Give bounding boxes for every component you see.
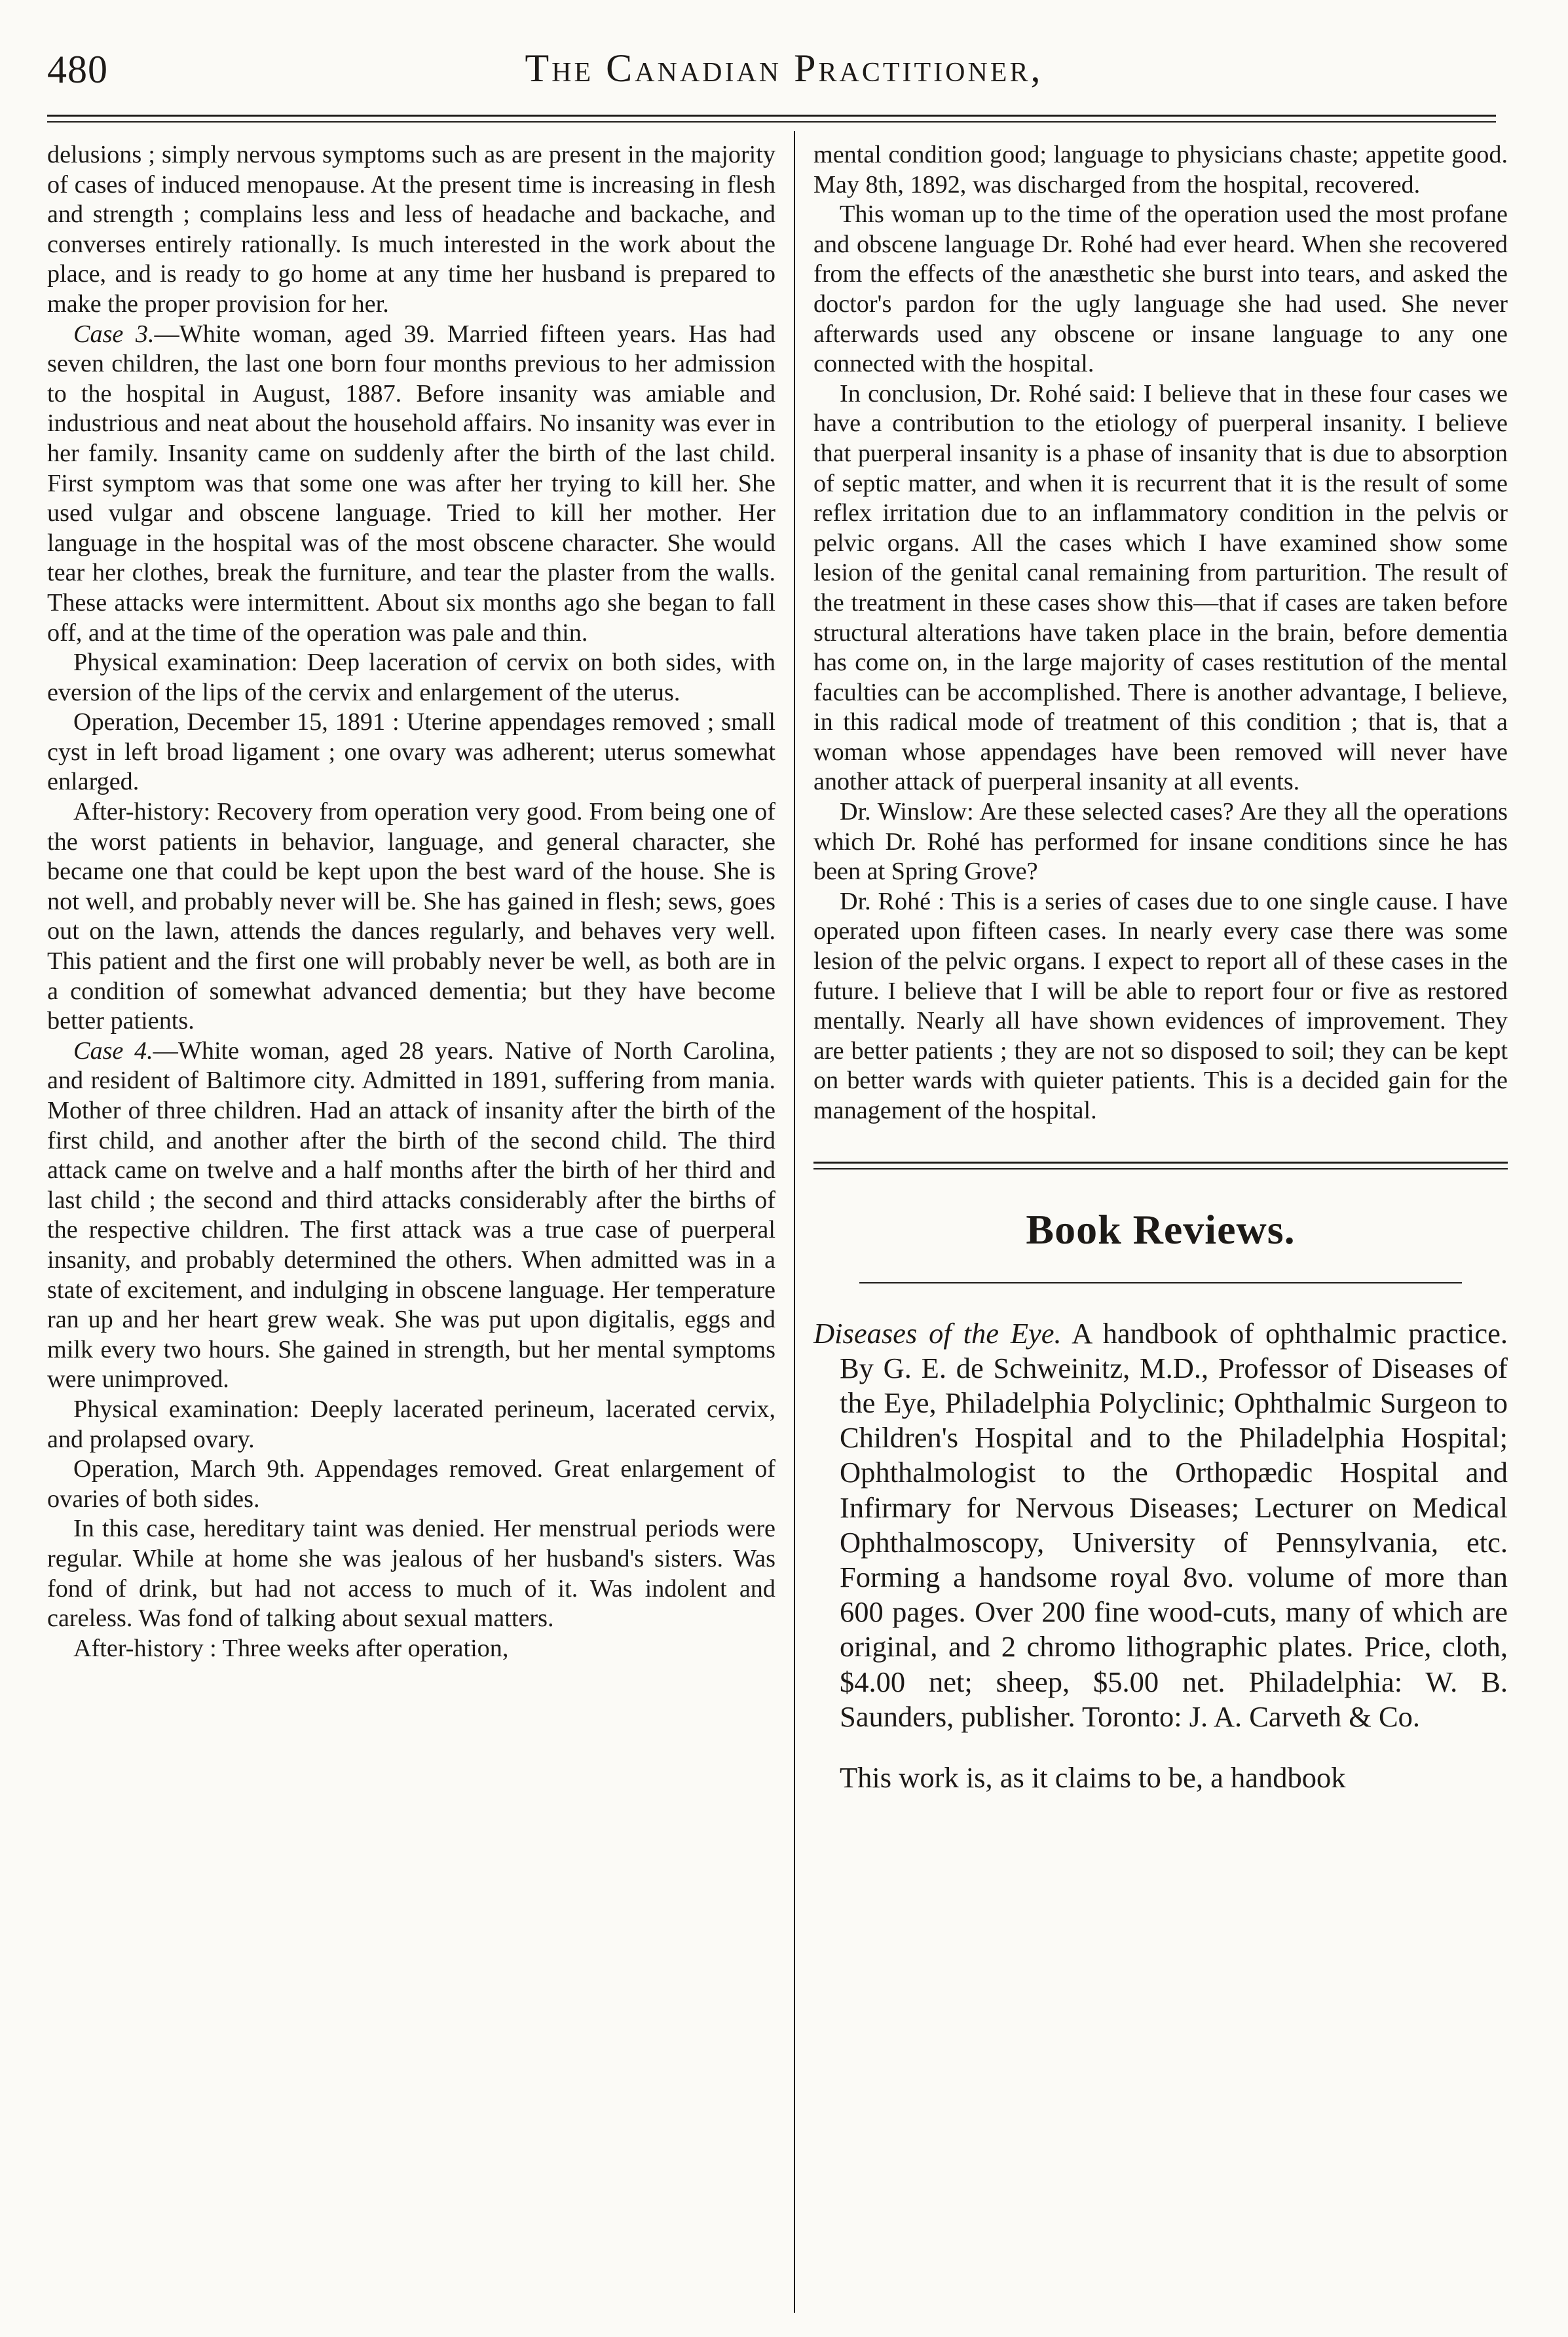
paragraph: mental condition good; language to physicians chaste; appetite good. May 8th, 1892, was discharged from the hospital, recovered.: [813, 141, 1508, 199]
review-continuation: This work is, as it claims to be, a handbook: [840, 1761, 1346, 1795]
case-text: —White woman, aged 39. Married fifteen years. Has had seven children, the last one born four months previous to her admission to the hospital in August, 1887. Before insanity was amiable and industrious and neat about the household affairs. No insanity was ever in her family. Insanity came on suddenly after the birth of the last child. First symptom was that some one was after her trying to kill her. She used vulgar and obscene language. Tried to kill her mother. Her language in the hospital was of the most obscene character. She would tear her clothes, break the furniture, and tear the plaster from the walls. These attacks were intermittent. About six months ago she began to fall off, and at the time of the operation was pale and thin.: [47, 320, 776, 647]
case-label: Case 4.: [73, 1036, 153, 1065]
paragraph: This woman up to the time of the operation used the most profane and obscene language Dr. Rohé had ever heard. When she recovered from the effects of the anæsthetic she burst into tears, and asked the doctor's pardon for the ugly language she had used. She never afterwards used any obscene or insane language to any one connected with the hospital.: [813, 200, 1508, 378]
review-title: Diseases of the Eye.: [813, 1316, 1062, 1350]
left-column: [47, 140, 775, 1663]
case-text: —White woman, aged 28 years. Native of North Carolina, and resident of Baltimore city. Admitted in 1891, suffering from mania. Mother of three children. Had an attack of insanity after the birth of the first child, and another after the birth of the second child. The third attack came on twelve and a half months after the birth of her third and last child ; the second and third attacks considerably after the births of the respective children. The first attack was a true case of puerperal insanity, and probably determined the others. When admitted was in a state of excitement, and indulging in obscene language. Her temperature ran up and her heart grew weak. She was put upon digitalis, eggs and milk every two hours. She gained in strength, but her mental symptoms were unimproved.: [47, 1036, 775, 1394]
paragraph: After-history : Three weeks after operation,: [73, 1634, 509, 1662]
paragraph: After-history: Recovery from operation very good. From being one of the worst patients in behavior, language, and general character, she became one that could be kept upon the best ward of the house. She is not well, and probably never will be. She has gained in flesh; sews, goes out on the lawn, attends the dances regularly, and behaves very well. This patient and the first one will probably never be well, as both are in a condition of somewhat advanced dementia; but they have become better patients.: [47, 798, 775, 1035]
review-entry: [813, 1316, 1508, 1734]
paragraph: Physical examination: Deep laceration of cervix on both sides, with eversion of the lips of the cervix and enlargement of the uterus.: [47, 649, 775, 706]
paragraph: In this case, hereditary taint was denied. Her menstrual periods were regular. While at home she was jealous of her husband's sisters. Was fond of drink, but had not access to much of it. Was indolent and careless. Was fond of talking about sexual matters.: [47, 1515, 775, 1633]
running-head: The Canadian Practitioner,: [525, 47, 1043, 90]
review-text: A handbook of ophthalmic practice. By G. E. de Schweinitz, M.D., Professor of Diseases of the Eye, Philadelphia Polyclinic; Ophthalmic Surgeon to Children's Hospital and to the Philadelphia Hospital; Ophthalmologist to the Orthopædic Hospital and Infirmary for Nervous Diseases; Lecturer on Medical Ophthalmoscopy, University of Pennsylvania, etc. Forming a handsome royal 8vo. volume of more than 600 pages. Over 200 fine wood-cuts, many of which are original, and 2 chromo lithographic plates. Price, cloth, $4.00 net; sheep, $5.00 net. Philadelphia: W. B. Saunders, publisher. Toronto: J. A. Carveth & Co.: [840, 1316, 1508, 1733]
case-label: Case 3.: [73, 320, 155, 348]
heading-rule: [859, 1282, 1462, 1283]
page-number: 480: [47, 48, 108, 91]
case-3-paragraph: [47, 320, 775, 649]
paragraph: Physical examination: Deeply lacerated perineum, lacerated cervix, and prolapsed ovary.: [47, 1395, 775, 1453]
paragraph: Operation, December 15, 1891 : Uterine appendages removed ; small cyst in left broad ligament ; one ovary was adherent; uterus somewhat enlarged.: [47, 708, 775, 796]
paragraph: Operation, March 9th. Appendages removed. Great enlargement of ovaries of both sides.: [47, 1455, 775, 1513]
header-double-rule: [47, 115, 1496, 123]
column-divider: [794, 131, 795, 2313]
paragraph: Dr. Rohé : This is a series of cases due to one single cause. I have operated upon fifteen cases. In nearly every case there was some lesion of the pelvic organs. I expect to report all of these cases in the future. I believe that I will be able to report four or five as restored mentally. Nearly all have shown evidences of improvement. They are better patients ; they are not so disposed to soil; they can be kept on better wards with quieter patients. This is a decided gain for the management of the hospital.: [813, 887, 1508, 1124]
case-4-paragraph: [47, 1036, 775, 1395]
book-review: [813, 1316, 1508, 1796]
paragraph: In conclusion, Dr. Rohé said: I believe that in these four cases we have a contribution to the etiology of puerperal insanity. I believe that puerperal insanity is a phase of insanity that is due to absorption of septic matter, and when it is recurrent that it is the result of some reflex irritation due to an inflammatory condition in the pelvis or pelvic organs. All the cases which I have examined show some lesion of the genital canal remaining from parturition. The result of the treatment in these cases show this—that if cases are taken before structural alterations have taken place in the brain, before dementia has come on, in the large majority of cases restitution of the mental faculties can be accomplished. There is another advantage, I believe, in this radical mode of treatment of this condition ; that is, that a woman whose appendages have been removed will never have another attack of puerperal insanity at all events.: [813, 379, 1508, 796]
paragraph: Dr. Winslow: Are these selected cases? Are they all the operations which Dr. Rohé has performed for insane conditions since he has been at Spring Grove?: [813, 798, 1508, 886]
right-column: [813, 140, 1508, 1795]
book-reviews-heading: Book Reviews.: [1026, 1206, 1296, 1253]
paragraph: delusions ; simply nervous symptoms such as are present in the majority of cases of induced menopause. At the present time is increasing in flesh and strength ; complains less and less of headache and backache, and converses entirely rationally. Is much interested in the work about the place, and is ready to go home at any time her husband is prepared to make the proper provision for her.: [47, 141, 775, 318]
section-double-rule: [813, 1162, 1508, 1169]
